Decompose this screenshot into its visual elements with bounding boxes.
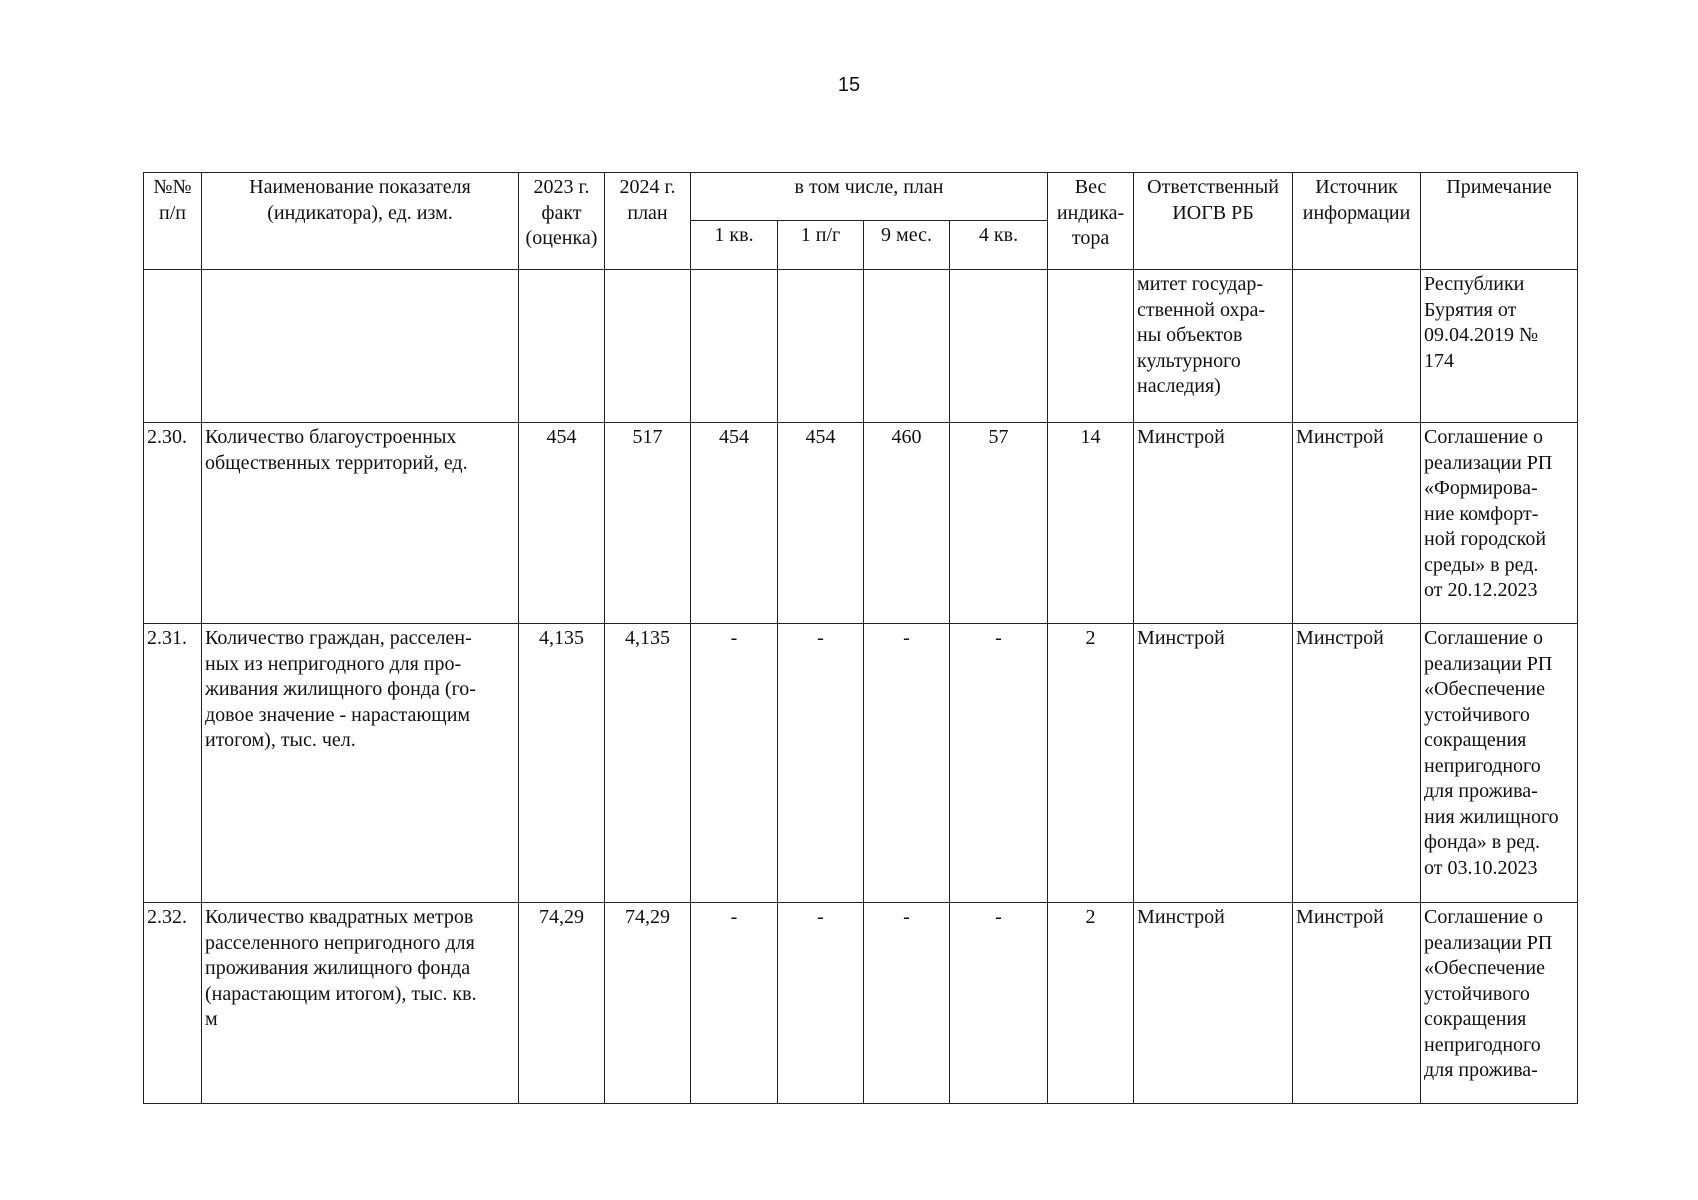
cell-plan-2024: 4,135 <box>605 624 691 903</box>
header-incl-plan: в том числе, план <box>691 173 1048 221</box>
cell-fact-2023 <box>519 270 605 423</box>
cell-note: Соглашение о реализации РП «Обеспечение устойчивого сокращения непригодного для прожива- <box>1421 903 1578 1104</box>
table-row <box>144 624 1578 903</box>
cell-h1: - <box>778 903 864 1104</box>
cell-h1: 454 <box>778 423 864 624</box>
header-q4: 4 кв. <box>950 221 1048 270</box>
cell-9m: - <box>864 903 950 1104</box>
header-q1: 1 кв. <box>691 221 778 270</box>
cell-h1 <box>778 270 864 423</box>
cell-fact-2023: 454 <box>519 423 605 624</box>
cell-note: Соглашение о реализации РП «Обеспечение устойчивого сокращения непригодного для прожива- ния жилищного фонда» в ред. от 03.10.2023 <box>1421 624 1578 903</box>
cell-q4: 57 <box>950 423 1048 624</box>
header-plan-2024: 2024 г. план <box>605 173 691 270</box>
cell-weight: 2 <box>1048 624 1134 903</box>
cell-fact-2023: 4,135 <box>519 624 605 903</box>
cell-responsible: Минстрой <box>1134 624 1293 903</box>
cell-h1: - <box>778 624 864 903</box>
header-fact-2023: 2023 г. факт (оценка) <box>519 173 605 270</box>
page-number: 15 <box>837 74 861 96</box>
cell-source: Минстрой <box>1293 903 1421 1104</box>
indicators-table <box>143 172 1578 1104</box>
cell-num: 2.32. <box>144 903 202 1104</box>
header-name: Наименование показателя (индикатора), ед. изм. <box>202 173 519 270</box>
cell-q1 <box>691 270 778 423</box>
cell-num <box>144 270 202 423</box>
cell-q4: - <box>950 903 1048 1104</box>
cell-responsible: митет государ- ственной охра- ны объектов культурного наследия) <box>1134 270 1293 423</box>
cell-9m: - <box>864 624 950 903</box>
cell-plan-2024: 74,29 <box>605 903 691 1104</box>
cell-responsible: Минстрой <box>1134 423 1293 624</box>
cell-name: Количество квадратных метров расселенного непригодного для проживания жилищного фонда (нарастающим итогом), тыс. кв. м <box>202 903 519 1104</box>
cell-q1: - <box>691 624 778 903</box>
header-source: Источник информации <box>1293 173 1421 270</box>
cell-9m <box>864 270 950 423</box>
cell-name: Количество граждан, расселен- ных из непригодного для про- живания жилищного фонда (го- довое значение - нарастающим итогом), тыс. чел. <box>202 624 519 903</box>
cell-note: Соглашение о реализации РП «Формирова- ние комфорт- ной городской среды» в ред. от 20.12.2023 <box>1421 423 1578 624</box>
cell-name: Количество благоустроенных общественных территорий, ед. <box>202 423 519 624</box>
cell-plan-2024: 517 <box>605 423 691 624</box>
cell-num: 2.30. <box>144 423 202 624</box>
header-num: №№ п/п <box>144 173 202 270</box>
cell-fact-2023: 74,29 <box>519 903 605 1104</box>
cell-source: Минстрой <box>1293 423 1421 624</box>
header-h1: 1 п/г <box>778 221 864 270</box>
header-responsible: Ответственный ИОГВ РБ <box>1134 173 1293 270</box>
cell-name <box>202 270 519 423</box>
cell-weight: 2 <box>1048 903 1134 1104</box>
header-9m: 9 мес. <box>864 221 950 270</box>
table-row <box>144 270 1578 423</box>
header-weight: Вес индика- тора <box>1048 173 1134 270</box>
cell-q4: - <box>950 624 1048 903</box>
cell-q4 <box>950 270 1048 423</box>
cell-q1: 454 <box>691 423 778 624</box>
table-row <box>144 423 1578 624</box>
cell-weight <box>1048 270 1134 423</box>
cell-9m: 460 <box>864 423 950 624</box>
cell-note: Республики Бурятия от 09.04.2019 № 174 <box>1421 270 1578 423</box>
table-row <box>144 903 1578 1104</box>
cell-weight: 14 <box>1048 423 1134 624</box>
cell-source: Минстрой <box>1293 624 1421 903</box>
cell-num: 2.31. <box>144 624 202 903</box>
header-row <box>144 173 1578 221</box>
header-note: Примечание <box>1421 173 1578 270</box>
cell-source <box>1293 270 1421 423</box>
cell-plan-2024 <box>605 270 691 423</box>
cell-q1: - <box>691 903 778 1104</box>
cell-responsible: Минстрой <box>1134 903 1293 1104</box>
